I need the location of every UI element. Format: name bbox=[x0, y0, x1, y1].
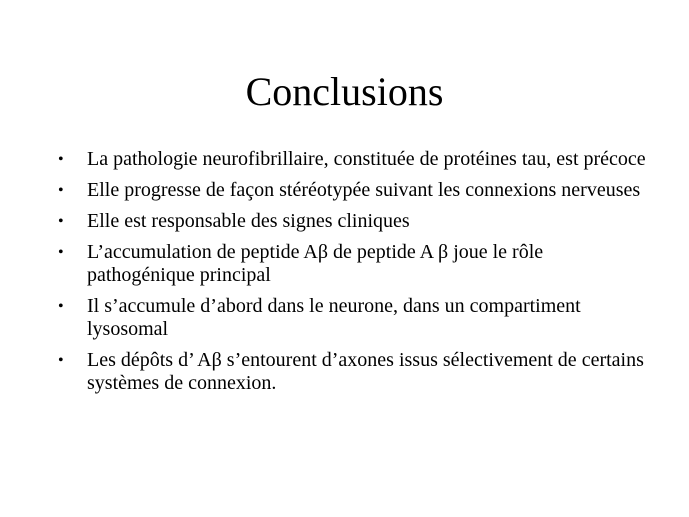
bullet-icon: • bbox=[58, 352, 64, 369]
bullet-item bbox=[57, 179, 647, 202]
bullet-icon: • bbox=[58, 213, 64, 230]
bullet-item bbox=[57, 349, 647, 395]
bullet-item bbox=[57, 210, 647, 233]
bullet-text: Il s’accumule d’abord dans le neurone, dans un compartiment lysosomal bbox=[87, 295, 581, 340]
bullet-text: Les dépôts d’ Aβ s’entourent d’axones issus sélectivement de certains systèmes de connexion. bbox=[87, 349, 644, 394]
bullet-item bbox=[57, 295, 647, 341]
bullet-text: Elle progresse de façon stéréotypée suivant les connexions nerveuses bbox=[87, 179, 641, 201]
bullet-list bbox=[57, 148, 647, 403]
bullet-icon: • bbox=[58, 151, 64, 168]
bullet-text: La pathologie neurofibrillaire, constituée de protéines tau, est précoce bbox=[87, 148, 646, 170]
bullet-icon: • bbox=[58, 298, 64, 315]
bullet-text: L’accumulation de peptide Aβ de peptide A β joue le rôle pathogénique principal bbox=[87, 241, 544, 286]
bullet-item bbox=[57, 148, 647, 171]
bullet-icon: • bbox=[58, 182, 64, 199]
bullet-icon: • bbox=[58, 244, 64, 261]
bullet-text: Elle est responsable des signes cliniques bbox=[87, 210, 410, 232]
bullet-item bbox=[57, 241, 647, 287]
slide-title: Conclusions bbox=[245, 69, 444, 114]
